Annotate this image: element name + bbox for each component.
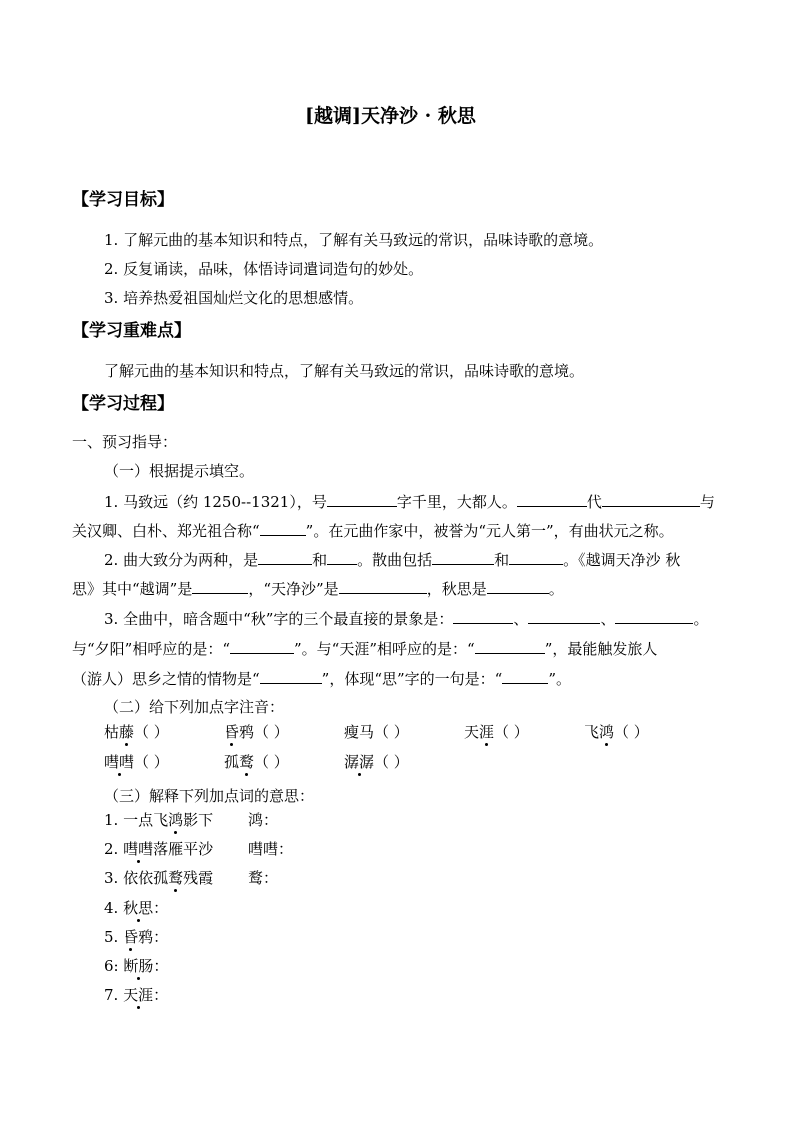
answer-blank[interactable] xyxy=(453,610,513,624)
explain-num: 1. xyxy=(104,811,119,829)
explain-word: 鹜： xyxy=(248,869,279,887)
pinyin-item xyxy=(344,725,409,740)
pinyin-item xyxy=(104,725,169,740)
pinyin-paren[interactable]: （ ） xyxy=(134,753,169,771)
q2-text-c: 。散曲包括 xyxy=(357,551,433,569)
dotted-char: 涯 xyxy=(479,723,495,741)
question-1-line-2 xyxy=(72,522,674,539)
pinyin-pre: 枯 xyxy=(104,723,120,741)
explain-post: ： xyxy=(153,899,169,917)
goal-item: 1. 了解元曲的基本知识和特点，了解有关马致远的常识，品味诗歌的意境。 xyxy=(104,231,604,249)
q2-text-i: 。 xyxy=(548,580,564,598)
dotted-char: 鸿 xyxy=(599,723,615,741)
explain-post: ： xyxy=(153,957,169,975)
q3-text-c: 、 xyxy=(600,610,616,628)
pinyin-paren[interactable]: （ ） xyxy=(134,723,169,741)
pinyin-pre: 瘦马 xyxy=(344,723,375,741)
explain-item xyxy=(104,871,213,886)
process-heading: 【学习过程】 xyxy=(72,394,174,414)
pinyin-paren[interactable]: （ ） xyxy=(374,753,409,771)
pinyin-paren[interactable]: （ ） xyxy=(614,723,649,741)
explain-num: 5. xyxy=(104,928,119,946)
question-3-line-1 xyxy=(104,610,708,627)
q2-text-e: 。《越调天净沙 秋 xyxy=(563,551,681,569)
pinyin-pre: 天 xyxy=(464,723,480,741)
answer-blank[interactable] xyxy=(615,610,693,624)
question-2-line-1 xyxy=(104,551,680,568)
dotted-char: 昏 xyxy=(123,928,139,946)
question-1-line-1 xyxy=(104,493,715,510)
pinyin-pre: 飞 xyxy=(584,723,600,741)
answer-blank[interactable] xyxy=(602,493,700,507)
answer-blank[interactable] xyxy=(487,580,549,594)
pinyin-paren[interactable]: （ ） xyxy=(494,723,529,741)
answer-blank[interactable] xyxy=(517,493,587,507)
question-3-line-2 xyxy=(72,640,657,657)
answer-blank[interactable] xyxy=(230,640,294,654)
q3-text-g: ”，最能触发旅人 xyxy=(544,640,658,658)
answer-blank[interactable] xyxy=(258,551,312,565)
explain-post: 落雁平沙 xyxy=(153,840,214,858)
explain-pre: 依依孤 xyxy=(123,869,169,887)
dotted-char: 嘒嘒 xyxy=(123,840,154,858)
explain-num: 2. xyxy=(104,840,119,858)
explain-post: 影下 xyxy=(183,811,214,829)
q3-text-a: 3. 全曲中，暗含题中“秋”字的三个最直接的景象是： xyxy=(104,610,454,628)
dotted-char: 秋思 xyxy=(123,899,154,917)
explain-num: 4. xyxy=(104,899,119,917)
dotted-char: 鹜 xyxy=(239,753,255,771)
q3-text-i: ”，体现“思”字的一句是：“ xyxy=(321,670,503,688)
q1-text-c: 代 xyxy=(586,493,602,511)
explain-num: 6: xyxy=(104,957,119,975)
preview-heading: 一、预习指导： xyxy=(72,433,178,451)
q1-text-a: 1. 马致远（约 1250--1321），号 xyxy=(104,493,327,511)
q2-text-f: 思》其中“越调”是 xyxy=(72,580,193,598)
q3-text-h: （游人）思乡之情的情物是“ xyxy=(72,670,260,688)
page-title: [越调]天净沙 · 秋思 xyxy=(305,105,476,127)
dotted-char: 潺潺 xyxy=(344,753,375,771)
answer-blank[interactable] xyxy=(509,551,563,565)
part2-heading: （二）给下列加点字注音： xyxy=(104,698,285,716)
explain-item xyxy=(104,842,213,857)
q3-text-d: 。 xyxy=(693,610,709,628)
dotted-char: 鹜 xyxy=(168,869,184,887)
q1-text-f: ”。在元曲作家中，被誉为“元人第一”，有曲状元之称。 xyxy=(305,522,674,540)
dotted-char: 天涯 xyxy=(123,986,154,1004)
explain-post: 鸦： xyxy=(138,928,169,946)
answer-blank[interactable] xyxy=(327,493,397,507)
explain-num: 3. xyxy=(104,869,119,887)
q2-text-h: ，秋思是 xyxy=(426,580,487,598)
dotted-char: 嘒嘒 xyxy=(104,753,135,771)
explain-num: 7. xyxy=(104,986,119,1004)
pinyin-item xyxy=(224,725,289,740)
goal-item: 3. 培养热爱祖国灿烂文化的思想感情。 xyxy=(104,289,364,307)
part1-heading: （一）根据提示填空。 xyxy=(104,462,255,480)
q2-text-b: 和 xyxy=(312,551,328,569)
q3-text-f: ”。与“天涯”相呼应的是：“ xyxy=(294,640,475,658)
pinyin-paren[interactable]: （ ） xyxy=(374,723,409,741)
pinyin-item xyxy=(224,755,289,770)
explain-word: 嘒嘒： xyxy=(248,840,294,858)
explain-post: ： xyxy=(153,986,169,1004)
answer-blank[interactable] xyxy=(192,580,248,594)
explain-word: 鸿： xyxy=(248,811,279,829)
q3-text-e: 与“夕阳”相呼应的是：“ xyxy=(72,640,231,658)
dotted-char: 断肠 xyxy=(123,957,154,975)
answer-blank[interactable] xyxy=(475,640,545,654)
pinyin-item xyxy=(344,755,409,770)
pinyin-post: 鸦 xyxy=(239,723,255,741)
answer-blank[interactable] xyxy=(432,551,494,565)
q2-text-d: 和 xyxy=(494,551,510,569)
answer-blank[interactable] xyxy=(260,670,322,684)
explain-item xyxy=(104,813,213,828)
explain-pre: 一点飞 xyxy=(123,811,169,829)
dotted-char: 藤 xyxy=(119,723,135,741)
dotted-char: 昏 xyxy=(224,723,240,741)
q2-text-g: ，“天净沙”是 xyxy=(248,580,339,598)
pinyin-item xyxy=(584,725,649,740)
pinyin-item xyxy=(464,725,529,740)
pinyin-paren[interactable]: （ ） xyxy=(254,723,289,741)
q2-text-a: 2. 曲大致分为两种，是 xyxy=(104,551,259,569)
answer-blank[interactable] xyxy=(260,522,306,536)
answer-blank[interactable] xyxy=(339,580,427,594)
q1-text-d: 与 xyxy=(699,493,715,511)
pinyin-item xyxy=(104,755,169,770)
answer-blank[interactable] xyxy=(528,610,600,624)
question-3-line-3 xyxy=(72,670,571,687)
goal-item: 2. 反复诵读，品味，体悟诗词遣词造句的妙处。 xyxy=(104,260,424,278)
pinyin-paren[interactable]: （ ） xyxy=(254,753,289,771)
dotted-char: 鸿 xyxy=(168,811,184,829)
answer-blank[interactable] xyxy=(327,551,357,565)
key-text: 了解元曲的基本知识和特点，了解有关马致远的常识，品味诗歌的意境。 xyxy=(104,362,585,380)
q3-text-j: ”。 xyxy=(548,670,572,688)
explain-item xyxy=(104,988,168,1003)
question-2-line-2 xyxy=(72,580,564,597)
pinyin-pre: 孤 xyxy=(224,753,240,771)
part3-heading: （三）解释下列加点词的意思： xyxy=(104,787,315,805)
goals-heading: 【学习目标】 xyxy=(72,190,174,210)
explain-item xyxy=(104,901,168,916)
key-heading: 【学习重难点】 xyxy=(72,321,191,341)
explain-item xyxy=(104,930,168,945)
explain-item xyxy=(104,959,168,974)
explain-post: 残霞 xyxy=(183,869,214,887)
q1-text-e: 关汉卿、白朴、郑光祖合称“ xyxy=(72,522,260,540)
q3-text-b: 、 xyxy=(513,610,529,628)
q1-text-b: 字千里，大都人。 xyxy=(396,493,517,511)
answer-blank[interactable] xyxy=(502,670,548,684)
